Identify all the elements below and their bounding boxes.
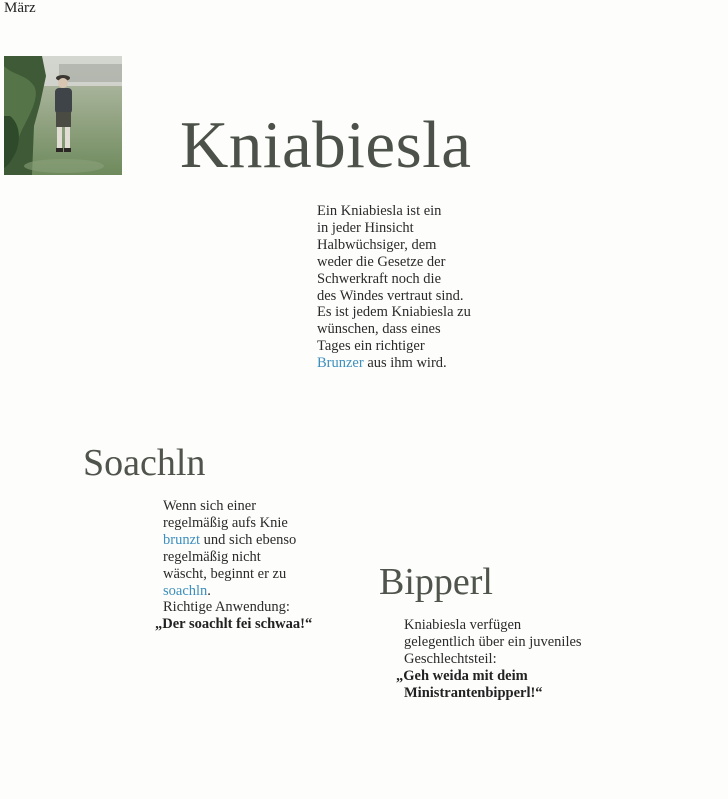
text-line: Ein Kniabiesla ist ein bbox=[317, 203, 442, 219]
definition-soachln bbox=[155, 498, 313, 633]
link-soachln[interactable]: soachln bbox=[163, 582, 208, 599]
text-line bbox=[163, 583, 312, 600]
text-line: regelmäßig nicht bbox=[163, 548, 261, 565]
text-line bbox=[163, 532, 312, 549]
link-brunzt[interactable]: brunzt bbox=[163, 531, 201, 548]
month-label: März bbox=[4, 0, 36, 16]
title-kniabiesla: Kniabiesla bbox=[180, 108, 472, 182]
text-line: wäscht, beginnt er zu bbox=[163, 565, 287, 582]
title-soachln: Soachln bbox=[83, 442, 206, 484]
text-line: Richtige Anwendung: bbox=[163, 599, 290, 616]
text-line: Tages ein richtiger bbox=[317, 338, 425, 355]
text-line: des Windes vertraut sind. bbox=[317, 287, 464, 304]
example-quote: „Der soachlt fei schwaa!“ bbox=[155, 616, 313, 633]
example-quote-line1: „Geh weida mit deim bbox=[396, 667, 528, 684]
text-fragment: und sich ebenso bbox=[200, 531, 297, 548]
text-fragment: aus ihm wird. bbox=[363, 355, 447, 372]
text-line: in jeder Hinsicht bbox=[317, 219, 414, 236]
photo-child-in-field bbox=[4, 56, 122, 175]
link-brunzer[interactable]: Brunzer bbox=[317, 355, 364, 372]
text-line: weder die Gesetze der bbox=[317, 253, 446, 270]
example-quote-line2: Ministrantenbipperl!“ bbox=[404, 684, 543, 701]
text-line: Schwerkraft noch die bbox=[317, 270, 442, 287]
text-line: Halbwüchsiger, dem bbox=[317, 236, 437, 253]
text-line: Kniabiesla verfügen bbox=[404, 617, 522, 633]
definition-bipperl bbox=[396, 617, 582, 702]
text-line: gelegentlich über ein juveniles bbox=[404, 633, 582, 650]
title-bipperl: Bipperl bbox=[379, 561, 493, 603]
text-line: regelmäßig aufs Knie bbox=[163, 514, 288, 531]
text-fragment: . bbox=[207, 582, 211, 599]
text-line: Es ist jedem Kniabiesla zu bbox=[317, 304, 471, 321]
text-line: Geschlechtsteil: bbox=[404, 650, 497, 667]
definition-kniabiesla bbox=[317, 203, 471, 372]
text-line-last bbox=[317, 355, 471, 372]
text-line: wünschen, dass eines bbox=[317, 321, 441, 338]
text-line: Wenn sich einer bbox=[163, 498, 257, 514]
